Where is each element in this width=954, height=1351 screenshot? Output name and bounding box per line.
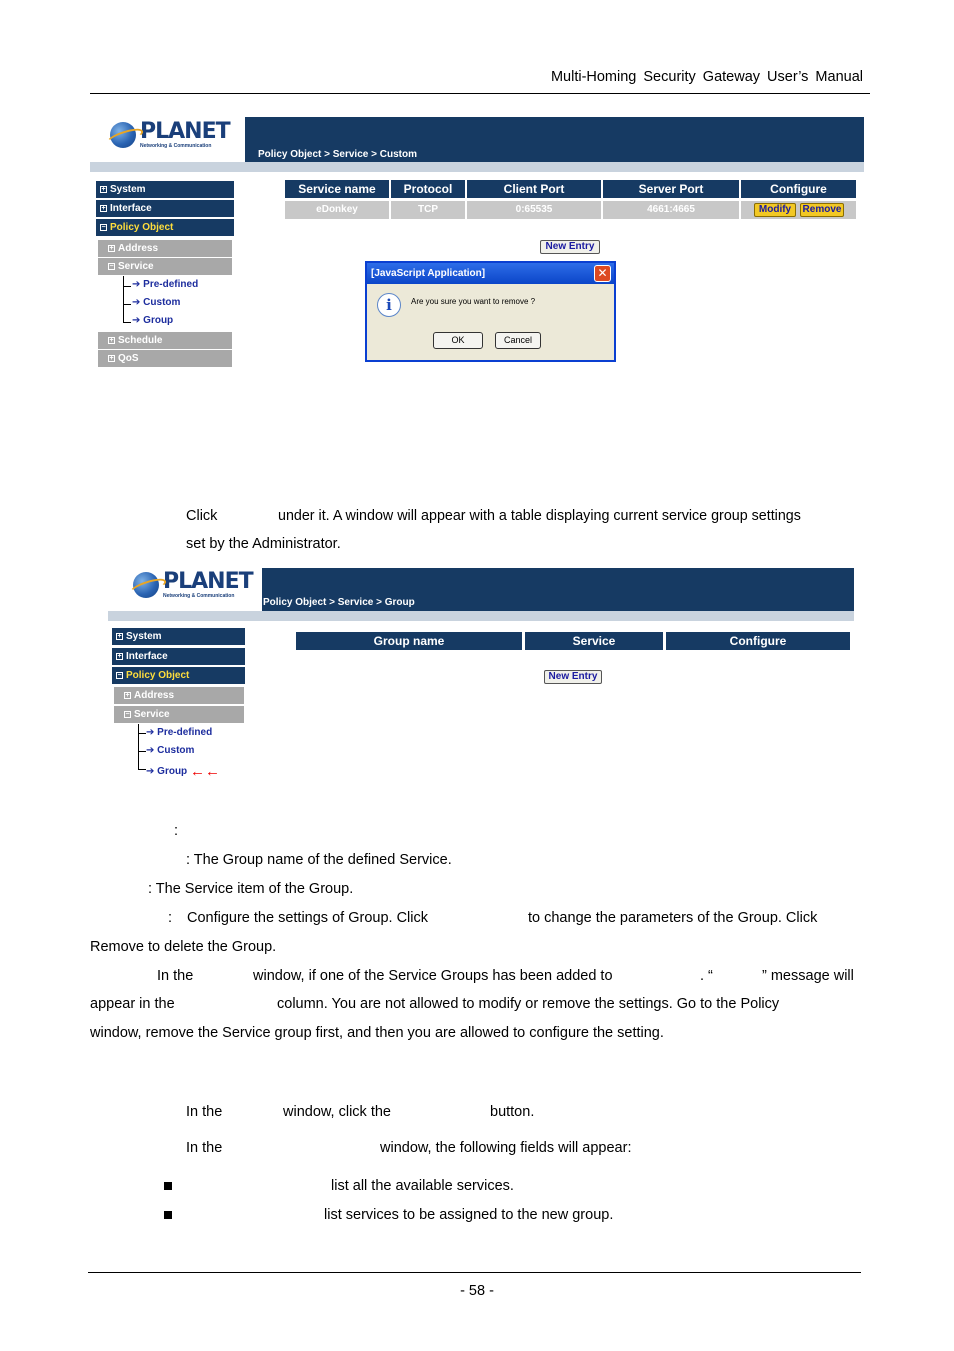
col-service: Service [525, 632, 663, 650]
arrow-icon: ➔ [132, 279, 141, 290]
modify-button[interactable]: Modify [754, 203, 796, 217]
text-step1-in-the: In the [186, 1104, 223, 1120]
confirm-dialog [365, 261, 616, 362]
tree-line [138, 733, 146, 734]
expand-icon: + [125, 692, 130, 699]
collapse-icon: − [109, 263, 114, 270]
planet-logo [133, 571, 253, 599]
submenu-group[interactable]: ➔ Group ←← [146, 763, 220, 777]
expand-icon: + [101, 205, 106, 212]
text-step1-button: button. [490, 1104, 535, 1120]
close-icon[interactable]: ✕ [594, 265, 611, 282]
tree-line [123, 276, 124, 323]
tree-line [138, 769, 146, 770]
submenu-predefined[interactable]: ➔ Pre-defined [132, 279, 199, 290]
text-bullet2: list services to be assigned to the new group. [324, 1207, 614, 1223]
text-note-last: window, remove the Service group first, and then you are allowed to configure the setting. [90, 1025, 664, 1041]
tree-line [123, 304, 131, 305]
cell-protocol: TCP [391, 201, 465, 219]
menu-policy-object[interactable]: − Policy Object [112, 667, 245, 684]
tree-line [138, 751, 146, 752]
text-under-it: under it. A window will appear with a table displaying current service group settings [278, 508, 801, 524]
text-configure-colon: : [168, 910, 173, 926]
menu-system[interactable]: + System [96, 181, 234, 198]
tree-line [138, 724, 139, 770]
manual-title: Multi-Homing Security Gateway User’s Manual [550, 69, 863, 85]
text-note-window: window, if one of the Service Groups has been added to [253, 968, 613, 984]
logo-tagline: Networking & Communication [163, 593, 235, 599]
ok-button[interactable]: OK [433, 332, 483, 349]
arrow-icon: ➔ [132, 315, 141, 326]
text-set-by: set by the Administrator. [186, 536, 341, 552]
text-service-desc: : The Service item of the Group. [148, 881, 354, 897]
menu-service[interactable]: − Service [98, 258, 232, 275]
menu-service[interactable]: − Service [114, 706, 244, 723]
col-configure: Configure [741, 180, 856, 198]
new-entry-button[interactable]: New Entry [540, 240, 600, 254]
collapse-icon: − [117, 672, 122, 679]
breadcrumb: Policy Object > Service > Custom [258, 149, 417, 160]
tree-line [123, 286, 131, 287]
arrow-icon: ➔ [146, 766, 155, 777]
col-protocol: Protocol [391, 180, 465, 198]
text-colon: : [174, 823, 179, 839]
text-note-column: column. You are not allowed to modify or remove the settings. Go to the Policy [277, 996, 780, 1012]
bullet-square [164, 1182, 172, 1190]
submenu-custom[interactable]: ➔ Custom [146, 745, 195, 756]
arrow-icon: ➔ [146, 745, 155, 756]
col-group-name: Group name [296, 632, 522, 650]
text-configure-part1: Configure the settings of Group. Click [187, 910, 428, 926]
collapse-icon: − [101, 224, 106, 231]
bullet-square [164, 1211, 172, 1219]
text-click: Click [186, 508, 218, 524]
menu-interface[interactable]: + Interface [112, 648, 245, 665]
dialog-message: Are you sure you want to remove ? [411, 297, 536, 306]
expand-icon: + [117, 633, 122, 640]
logo-word: PLANET [163, 569, 253, 594]
cell-service-name: eDonkey [285, 201, 389, 219]
screenshot-custom-remove [90, 115, 864, 370]
page-number: - 58 - [460, 1283, 494, 1299]
tree-line [123, 322, 131, 323]
arrow-icon: ➔ [132, 297, 141, 308]
text-step2-window: window, the following fields will appear: [380, 1140, 632, 1156]
menu-interface[interactable]: + Interface [96, 200, 234, 217]
col-server-port: Server Port [603, 180, 739, 198]
cell-server-port: 4661:4665 [603, 201, 739, 219]
planet-logo [110, 121, 230, 149]
menu-system[interactable]: + System [112, 628, 245, 645]
globe-icon [133, 572, 159, 598]
cell-client-port: 0:65535 [467, 201, 601, 219]
text-note-message-will: ” message will [762, 968, 854, 984]
sub-bar [90, 162, 864, 172]
cancel-button[interactable]: Cancel [495, 332, 541, 349]
text-note-appear: appear in the [90, 996, 175, 1012]
menu-address[interactable]: + Address [114, 687, 244, 704]
breadcrumb: Policy Object > Service > Group [263, 597, 415, 608]
sub-bar [108, 611, 854, 621]
text-step2-in-the: In the [186, 1140, 223, 1156]
expand-icon: + [109, 355, 114, 362]
info-icon: i [377, 293, 401, 317]
globe-icon [110, 122, 136, 148]
new-entry-button[interactable]: New Entry [544, 670, 602, 684]
submenu-custom[interactable]: ➔ Custom [132, 297, 181, 308]
menu-address[interactable]: + Address [98, 240, 232, 257]
text-note-in-the: In the [157, 968, 194, 984]
text-step1-window: window, click the [283, 1104, 391, 1120]
dialog-title: [JavaScript Application] [367, 263, 614, 284]
text-configure-part2: to change the parameters of the Group. Click [528, 910, 818, 926]
submenu-predefined[interactable]: ➔ Pre-defined [146, 727, 213, 738]
menu-schedule[interactable]: + Schedule [98, 332, 232, 349]
header-divider [90, 93, 870, 94]
collapse-icon: − [125, 711, 130, 718]
text-bullet1: list all the available services. [331, 1178, 514, 1194]
submenu-group[interactable]: ➔ Group [132, 315, 174, 326]
col-client-port: Client Port [467, 180, 601, 198]
screenshot-service-group [108, 565, 854, 777]
expand-icon: + [109, 337, 114, 344]
text-note-dot-quote: . “ [700, 968, 713, 984]
text-group-name-desc: : The Group name of the defined Service. [186, 852, 452, 868]
expand-icon: + [117, 653, 122, 660]
menu-qos[interactable]: + QoS [98, 350, 232, 367]
logo-word: PLANET [140, 119, 230, 144]
expand-icon: + [109, 245, 114, 252]
arrow-icon: ➔ [146, 727, 155, 738]
text-remove-line: Remove to delete the Group. [90, 939, 277, 955]
col-service-name: Service name [285, 180, 389, 198]
remove-button[interactable]: Remove [800, 203, 844, 217]
red-arrows-icon: ←← [189, 763, 220, 777]
logo-tagline: Networking & Communication [140, 143, 212, 149]
menu-policy-object[interactable]: − Policy Object [96, 219, 234, 236]
footer-divider [88, 1272, 861, 1273]
col-configure: Configure [666, 632, 850, 650]
expand-icon: + [101, 186, 106, 193]
